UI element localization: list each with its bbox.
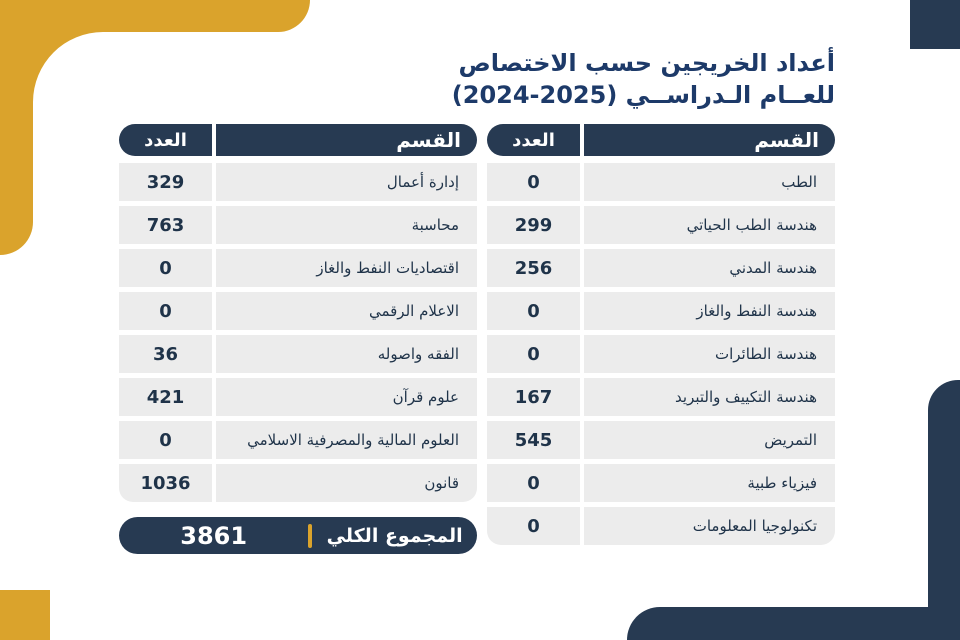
gold-square-decoration — [0, 590, 50, 640]
graduate-count: 545 — [487, 421, 580, 459]
table-row — [119, 335, 477, 373]
title-line-2: للعــام الـدراســي (2025-2024) — [451, 80, 835, 109]
department-name: فيزياء طبية — [584, 464, 835, 502]
department-name: اقتصاديات النفط والغاز — [216, 249, 477, 287]
table-row — [119, 206, 477, 244]
graduate-count: 0 — [487, 292, 580, 330]
department-name: العلوم المالية والمصرفية الاسلامي — [216, 421, 477, 459]
departments-table-right — [487, 124, 835, 545]
table-row — [119, 292, 477, 330]
department-name: التمريض — [584, 421, 835, 459]
total-label: المجموع الكلي — [326, 524, 463, 547]
table-row — [487, 206, 835, 244]
graduate-count: 0 — [119, 421, 212, 459]
header-department-cell: القسم — [584, 124, 835, 156]
graduate-count: 167 — [487, 378, 580, 416]
table-row — [487, 335, 835, 373]
table-row — [487, 378, 835, 416]
title-line-1: أعداد الخريجين حسب الاختصاص — [458, 49, 835, 77]
table-row — [487, 421, 835, 459]
table-row — [119, 163, 477, 201]
total-divider — [308, 524, 312, 548]
department-name: الاعلام الرقمي — [216, 292, 477, 330]
table-row — [487, 507, 835, 545]
graduate-count: 36 — [119, 335, 212, 373]
department-name: علوم قرآن — [216, 378, 477, 416]
graduate-count: 0 — [119, 292, 212, 330]
department-name: هندسة التكييف والتبريد — [584, 378, 835, 416]
table-rows — [119, 163, 477, 502]
table-row — [119, 249, 477, 287]
table-row — [119, 464, 477, 502]
table-row — [487, 163, 835, 201]
graduate-count: 1036 — [119, 464, 212, 502]
graduate-count: 0 — [487, 163, 580, 201]
total-bar — [119, 517, 477, 554]
table-header — [119, 124, 477, 156]
table-rows — [487, 163, 835, 545]
navy-corner-bar-vertical — [928, 380, 960, 640]
table-row — [119, 378, 477, 416]
department-name: قانون — [216, 464, 477, 502]
table-row — [119, 421, 477, 459]
table-row — [487, 249, 835, 287]
table-row — [487, 464, 835, 502]
graduate-count: 763 — [119, 206, 212, 244]
department-name: هندسة الطب الحياتي — [584, 206, 835, 244]
department-name: هندسة الطائرات — [584, 335, 835, 373]
departments-table-left — [119, 124, 477, 502]
page-title — [452, 48, 835, 111]
department-name: إدارة أعمال — [216, 163, 477, 201]
table-row — [487, 292, 835, 330]
header-count-cell: العدد — [119, 124, 212, 156]
table-header — [487, 124, 835, 156]
department-name: الطب — [584, 163, 835, 201]
navy-corner-bar-horizontal — [627, 607, 960, 640]
graduate-count: 329 — [119, 163, 212, 201]
department-name: محاسبة — [216, 206, 477, 244]
graduate-count: 0 — [487, 464, 580, 502]
graduate-count: 0 — [487, 335, 580, 373]
graduate-count: 299 — [487, 206, 580, 244]
department-name: هندسة النفط والغاز — [584, 292, 835, 330]
header-count-cell: العدد — [487, 124, 580, 156]
graduate-count: 0 — [487, 507, 580, 545]
navy-square-decoration — [910, 0, 960, 49]
department-name: الفقه واصوله — [216, 335, 477, 373]
department-name: تكنولوجيا المعلومات — [584, 507, 835, 545]
graduate-count: 256 — [487, 249, 580, 287]
total-value: 3861 — [180, 521, 248, 550]
department-name: هندسة المدني — [584, 249, 835, 287]
header-department-cell: القسم — [216, 124, 477, 156]
graduate-count: 421 — [119, 378, 212, 416]
graduate-count: 0 — [119, 249, 212, 287]
